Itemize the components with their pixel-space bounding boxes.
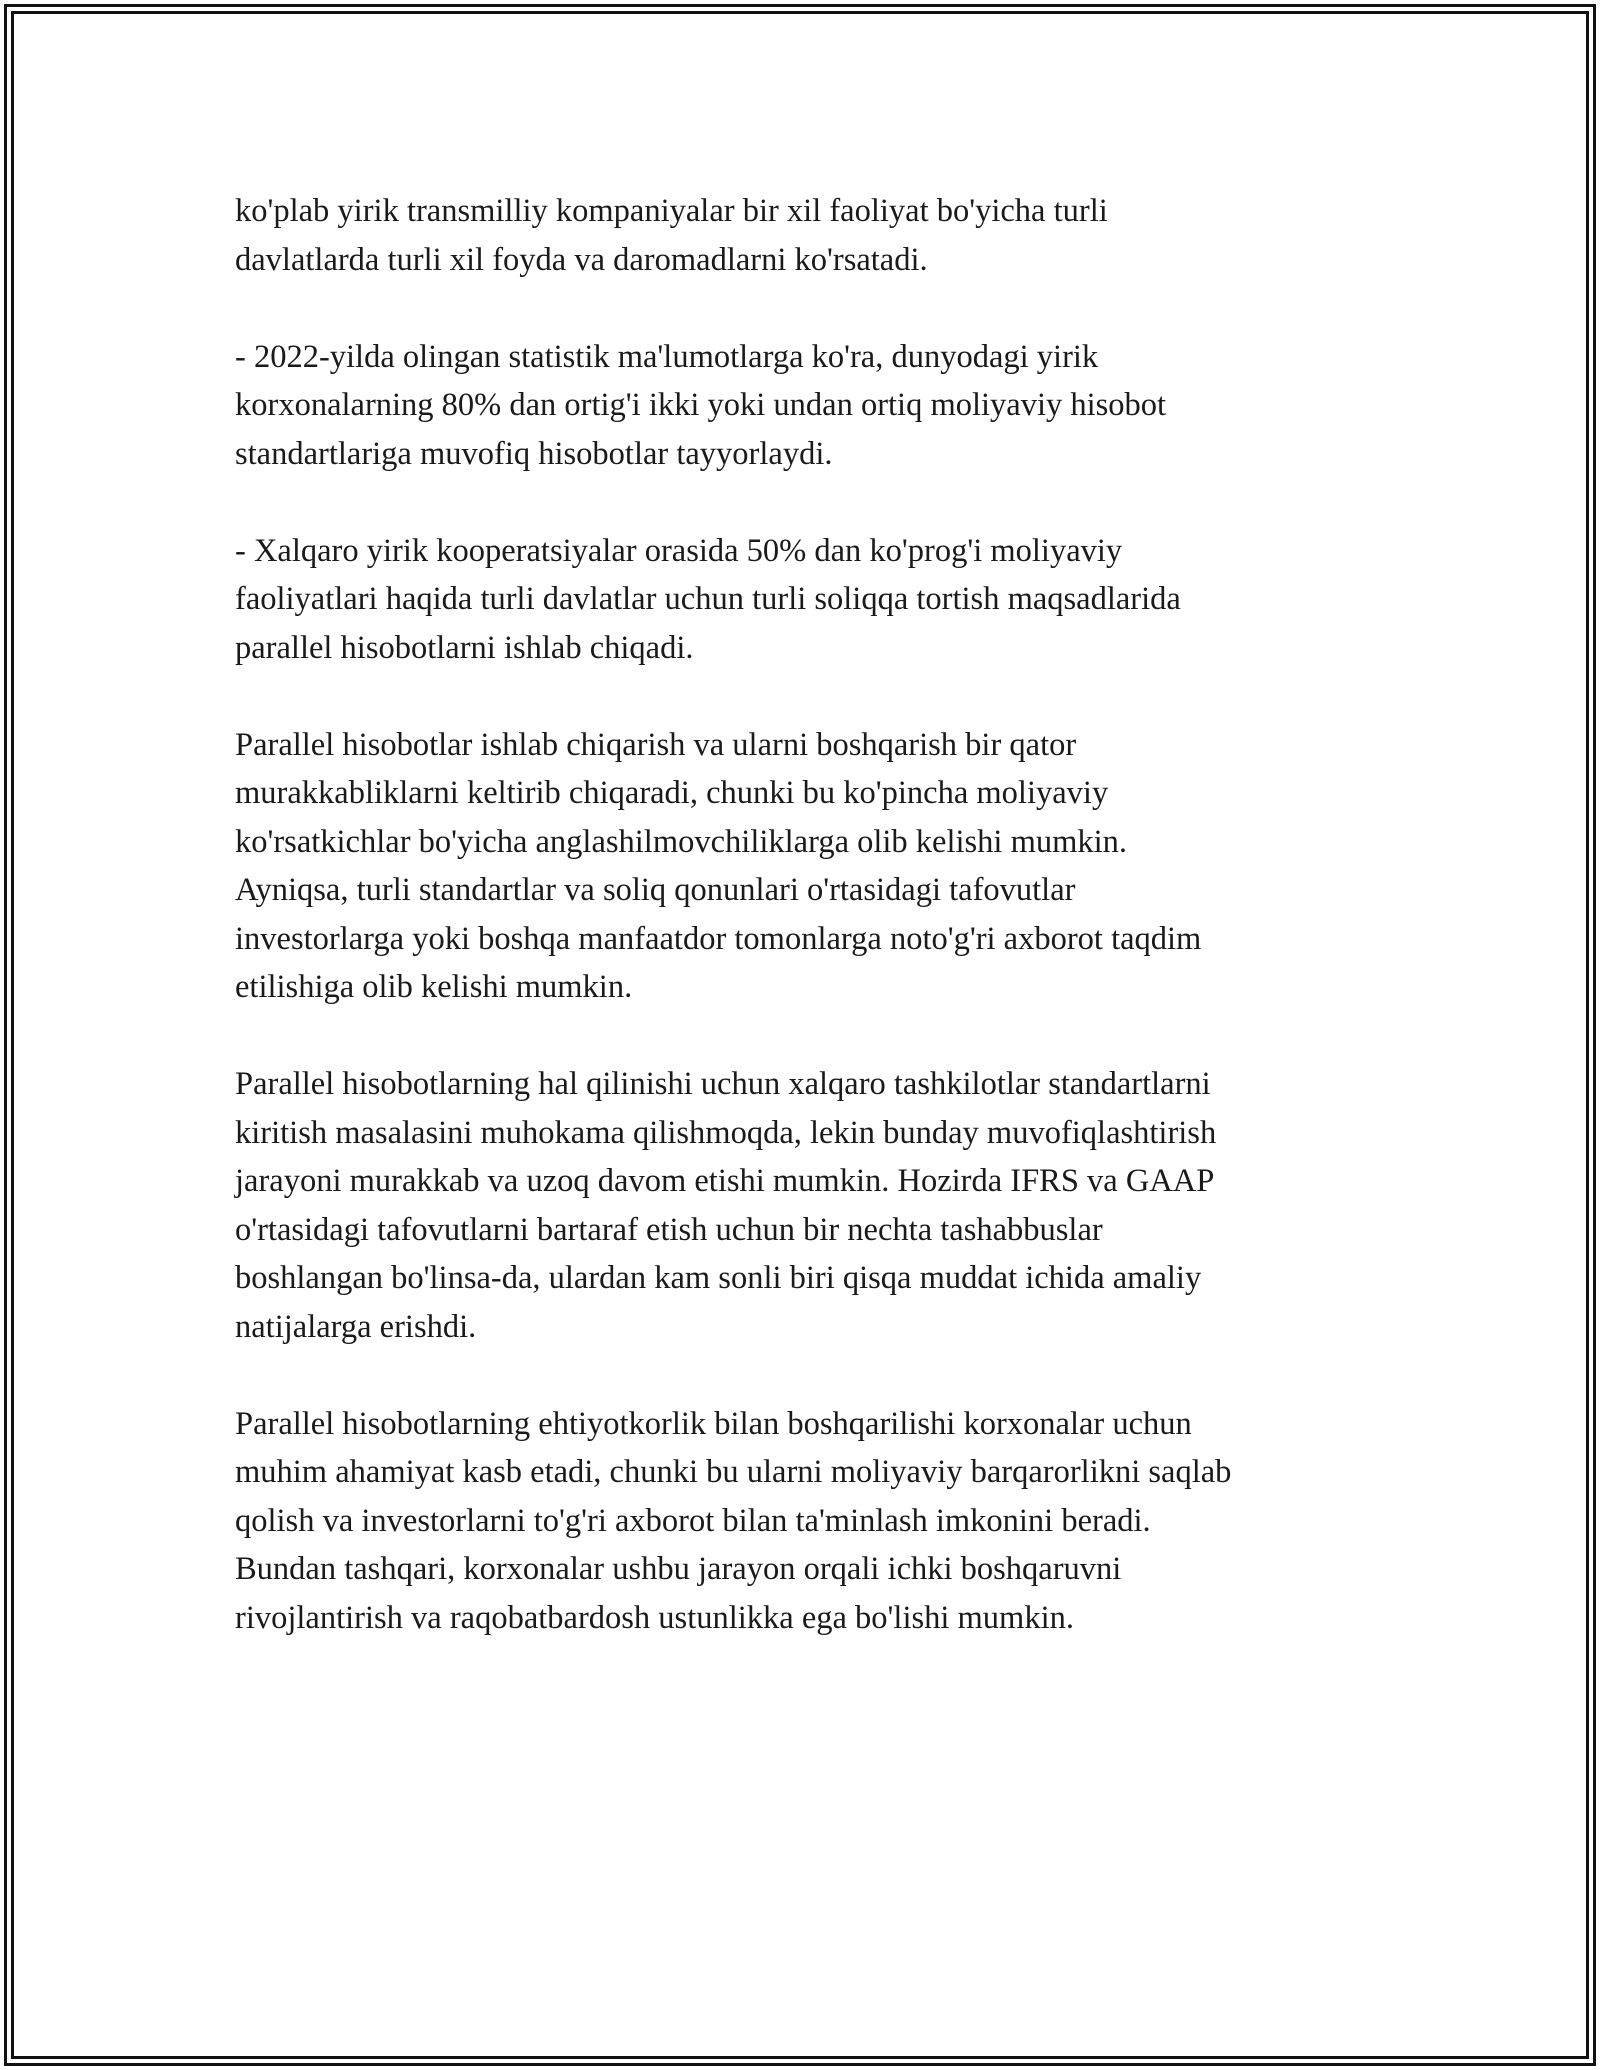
text-line: boshlangan bo'linsa-da, ulardan kam sonli biri qisqa muddat ichida amaliy	[235, 1260, 1202, 1296]
text-line: o'rtasidagi tafovutlarni bartaraf etish uchun bir nechta tashabbuslar	[235, 1211, 1103, 1248]
paragraph-1	[235, 187, 1385, 284]
text-line: davlatlarda turli xil foyda va daromadlarni ko'rsatadi.	[235, 241, 928, 278]
text-line: murakkabliklarni keltirib chiqaradi, chunki bu ko'pincha moliyaviy	[235, 775, 1109, 811]
paragraph-6	[235, 1400, 1385, 1643]
text-line: parallel hisobotlarni ishlab chiqadi.	[235, 629, 694, 666]
paragraph-3	[235, 527, 1385, 673]
text-line: Bundan tashqari, korxonalar ushbu jarayon orqali ichki boshqaruvni	[235, 1551, 1122, 1587]
text-line: etilishiga olib kelishi mumkin.	[235, 969, 633, 1005]
text-line: ko'plab yirik transmilliy kompaniyalar bir xil faoliyat bo'yicha turli	[235, 193, 1108, 229]
text-line: qolish va investorlarni to'g'ri axborot bilan ta'minlash imkonini beradi.	[235, 1502, 1151, 1539]
text-line: standartlariga muvofiq hisobotlar tayyorlaydi.	[235, 435, 833, 472]
document-body	[235, 187, 1385, 1691]
text-line: jarayoni murakkab va uzoq davom etishi mumkin. Hozirda IFRS va GAAP	[235, 1163, 1215, 1199]
text-line: rivojlantirish va raqobatbardosh ustunlikka ega bo'lishi mumkin.	[235, 1599, 1074, 1636]
text-line: kiritish masalasini muhokama qilishmoqda, lekin bunday muvofiqlashtirish	[235, 1114, 1217, 1151]
text-line: Parallel hisobotlar ishlab chiqarish va ularni boshqarish bir qator	[235, 726, 1077, 763]
text-line: - 2022-yilda olingan statistik ma'lumotlarga ko'ra, dunyodagi yirik	[235, 338, 1099, 375]
text-line: - Xalqaro yirik kooperatsiyalar orasida 50% dan ko'prog'i moliyaviy	[235, 532, 1123, 569]
text-line: Parallel hisobotlarning ehtiyotkorlik bilan boshqarilishi korxonalar uchun	[235, 1405, 1192, 1442]
paragraph-5	[235, 1060, 1385, 1351]
text-line: natijalarga erishdi.	[235, 1308, 477, 1345]
text-line: faoliyatlari haqida turli davlatlar uchun turli soliqqa tortish maqsadlarida	[235, 581, 1181, 617]
text-line: Parallel hisobotlarning hal qilinishi uchun xalqaro tashkilotlar standartlarni	[235, 1066, 1211, 1102]
text-line: muhim ahamiyat kasb etadi, chunki bu ularni moliyaviy barqarorlikni saqlab	[235, 1454, 1232, 1490]
paragraph-4	[235, 721, 1385, 1012]
text-line: ko'rsatkichlar bo'yicha anglashilmovchiliklarga olib kelishi mumkin.	[235, 823, 1128, 860]
paragraph-2	[235, 333, 1385, 479]
text-line: korxonalarning 80% dan ortig'i ikki yoki undan ortiq moliyaviy hisobot	[235, 387, 1167, 423]
text-line: investorlarga yoki boshqa manfaatdor tomonlarga noto'g'ri axborot taqdim	[235, 920, 1202, 957]
text-line: Ayniqsa, turli standartlar va soliq qonunlari o'rtasidagi tafovutlar	[235, 872, 1076, 908]
